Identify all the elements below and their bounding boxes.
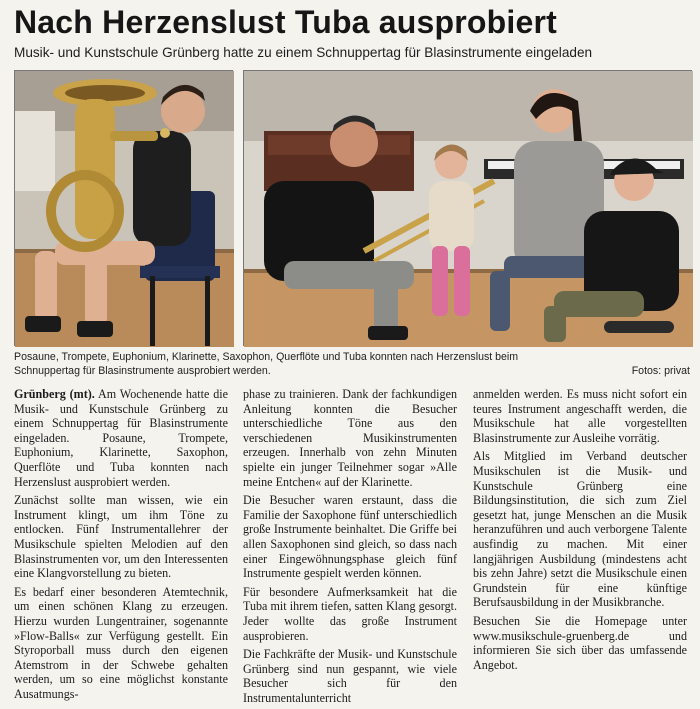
paragraph: Die Fachkräfte der Musik- und Kunstschule Grünberg sind nun gespannt, wie viele Besucher sich für den Instrumentalunterricht xyxy=(243,647,457,705)
headline: Nach Herzenslust Tuba ausprobiert xyxy=(14,4,558,40)
article-column-2 xyxy=(243,387,457,709)
paragraph: anmelden werden. Es muss nicht sofort ein teures Instrument angeschafft werden, die Musikschule hat alle vorgestellten Blasinstrumente zur Ausleihe vorrätig. xyxy=(473,387,687,445)
article-column-1 xyxy=(14,387,228,705)
subheadline: Musik- und Kunstschule Grünberg hatte zu einem Schnuppertag für Blasinstrumente eingeladen xyxy=(14,45,593,60)
paragraph xyxy=(14,387,228,489)
photo-boy-with-tuba xyxy=(14,70,233,346)
dateline: Grünberg (mt). xyxy=(14,387,95,401)
photo-credit: Fotos: privat xyxy=(631,365,690,377)
paragraph: Zunächst sollte man wissen, wie ein Instrument klingt, um ihm Töne zu entlocken. Fünf Instrumentallehrer der Musikschule spielten Melodien auf den Blasinstrumenten vor, um den Interessenten eine Klangvorstellung zu bieten. xyxy=(14,493,228,581)
photo-caption: Posaune, Trompete, Euphonium, Klarinette, Saxophon, Querflöte und Tuba konnten nach Herzenslust beim Schnuppertag für Blasinstrumente ausprobiert werden. xyxy=(14,351,519,377)
paragraph-text: Am Wochenende hatte die Musik- und Kunstschule Grünberg zu einem Schnuppertag für Blasinstrumente eingeladen. Posaune, Trompete, Euphonium, Klarinette, Saxophon, Querflöte und Tuba konnten nach Herzenslust ausprobiert werden. xyxy=(14,387,228,489)
photo-trombone-lesson xyxy=(243,70,692,346)
paragraph: Als Mitglied im Verband deutscher Musikschulen ist die Musik- und Kunstschule Grünberg eine Bildungsinstitution, die sich zum Ziel gesetzt hat, junge Menschen an die Musik heranzuführen und auch verborgene Talente ausfindig zu machen. Mit einer langjährigen Ausbildung (mindestens acht bis zehn Jahre) setzt die Musikschule einen Grundstein für eine künftige Berufsausbildung in der Musikbranche. xyxy=(473,449,687,610)
paragraph: Besuchen Sie die Homepage unter www.musikschule-gruenberg.de und informieren Sie sich über das umfassende Angebot. xyxy=(473,613,687,672)
paragraph: phase zu trainieren. Dank der fachkundigen Anleitung konnten die Besucher unterschiedliche Töne aus den verschiedenen Musikinstrumenten erzeugen. Innerhalb von zehn Minuten spielte ein junger Teilnehmer sogar »Alle meine Entchen« auf der Klarinette. xyxy=(243,387,457,489)
paragraph: Die Besucher waren erstaunt, dass die Familie der Saxophone fünf unterschiedlich große Instrumente beinhaltet. Die Griffe bei allen Saxophonen sind gleich, so dass nach einer Eingewöhnungsphase gleich fünf Instrumente gespielt werden können. xyxy=(243,493,457,581)
paragraph: Für besondere Aufmerksamkeit hat die Tuba mit ihrem tiefen, satten Klang gesorgt. Jeder wollte das große Instrument ausprobieren. xyxy=(243,584,457,643)
paragraph: Es bedarf einer besonderen Atemtechnik, um einen schönen Klang zu erzeugen. Hierzu wurden Lungentrainer, sogenannte »Flow-Balls« zur Verfügung gestellt. Ein Styroporball muss durch den eigenen Atemstrom in der Schwebe gehalten werden, um so eine möglichst konstante Ausatmungs- xyxy=(14,584,228,701)
article-column-3 xyxy=(473,387,687,676)
